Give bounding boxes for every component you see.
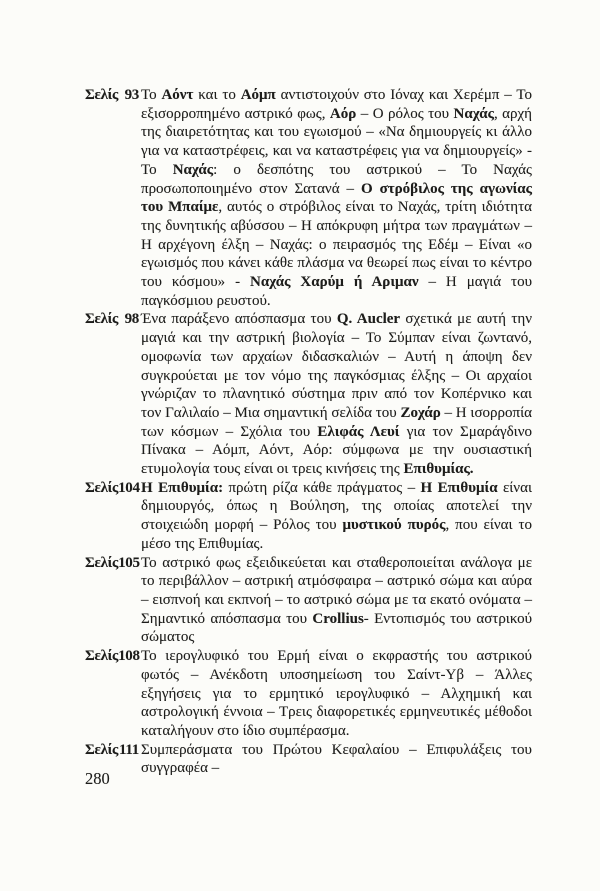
toc-entries [85,86,532,778]
entry-page-label [85,86,139,105]
entry-text-run: Το [141,87,162,103]
toc-entry [85,310,532,478]
entry-text-run: Το ιερογλυφικό του Ερμή είναι ο εκφραστής του αστρικού φωτός – Ανέκδοτη υποσημείωση του Σαίντ-Υβ – Άλλες εξηγήσεις για το ερμητικό ιερογλυφικό – Αλχημική και αστρολογική έννοια – Τρεις διαφορετικές ερμηνευτικές μέθοδοι καταλήγουν στο ίδιο συμπέρασμα. [141,648,532,739]
selis-word: Σελίς [85,87,119,103]
entry-text-bold-run: Επιθυμίας. [403,461,474,478]
entry-text-run: αντιστοιχούν στο Ιόναχ και Χερέμπ – Το εξισορροπημένο αστρικό φως, [141,87,532,122]
entry-text-bold-run: Αόρ [329,105,357,122]
entry-text-run: – Ο ρόλος του [356,105,454,122]
entry-text [141,311,532,477]
entry-page-number: 98 [124,311,139,328]
entry-text-bold-run: Ο στρόβιλος της αγωνίας του Μπαίμε [141,180,532,216]
entry-text-run: - Εντοπισμός του αστρικού σώματος [141,610,532,646]
entry-text [141,480,532,552]
entry-text-run: , που είναι το μέσο της Επιθυμίας. [141,517,532,552]
entry-text-bold-run: Αόντ [161,87,194,103]
entry-page-label [85,479,139,498]
selis-word: Σελίς [85,311,119,328]
entry-text-bold-run: Η Επιθυμία: [141,479,224,496]
entry-page-number: 104 [118,479,140,496]
entry-text [141,87,532,309]
toc-entry [85,554,532,648]
footer-page-number: 280 [85,769,110,788]
entry-text-bold-run: Ναχάς [453,105,494,122]
entry-text-bold-run: Η Επιθυμία [420,479,498,496]
entry-page-label [85,554,139,573]
entry-text-run: σχετικά με αυτή την μαγιά και την αστρική βιολογία – Το Σύμπαν είναι ζωντανό, ομοφωνία των αρχαίων διδασκαλιών – Αυτή η άποψη δεν συγκρούεται με τον νόμο της παγκόσμιας έλξης – Οι αρχαίοι γνώριζαν το πλανητικό σύστημα πριν από τον Κοπέρνικο και τον Γαλιλαίο – Μια σημαντική σελίδα του [141,311,532,421]
entry-text-run: Το αστρικό φως εξειδικεύεται και σταθεροποιείται ανάλογα με το περιβάλλον – αστρική ατμόσφαιρα – αστρικό σώμα και αύρα – εισπνοή και εκπνοή – το αστρικό σώμα με τα εκατό ονόματα – Σημαντικό απόσπασμα του [141,554,532,627]
selis-word: Σελίς [85,479,119,496]
entry-text-bold-run: Q. Aucler [336,311,401,328]
entry-text-bold-run: Αόμπ [240,87,276,103]
entry-text-bold-run: μυστικού πυρός [342,517,446,534]
entry-page-label [85,310,139,329]
entry-text-bold-run: Ελιφάς Λευί [317,423,400,440]
entry-text-run: Ένα παράξενο απόσπασμα του [141,311,337,328]
selis-word: Σελίς [85,741,119,758]
toc-entry [85,86,532,310]
entry-page-number: 93 [124,87,139,103]
entry-text-run: – Η ισορροπία των κόσμων – Σχόλια του [141,404,532,440]
toc-entry [85,741,532,778]
entry-text [141,648,532,739]
entry-page-label [85,741,139,760]
entry-text [141,555,532,646]
entry-text-bold-run: Ναχάς [172,161,214,178]
selis-word: Σελίς [85,554,119,571]
entry-page-number: 111 [119,741,139,758]
entry-text-run: – Η μαγιά του παγκόσμιου ρευστού. [141,274,533,309]
entry-text-run: είναι δημιουργός, όπως η Βούληση, της οποίας αποτελεί την στοιχειώδη μορφή – Ρόλος του [141,479,532,534]
entry-text-run: πρώτη ρίζα κάθε πράγματος – [223,479,421,496]
entry-page-number: 108 [118,648,140,665]
entry-text-bold-run: Ναχάς Χαρύμ ή Αριμαν [250,274,419,291]
toc-entry [85,647,532,741]
toc-entry [85,479,532,554]
entry-text-bold-run: Crollius [312,610,364,627]
entry-text-run: : ο δεσπότης του αστρικού – Το Ναχάς προσωποποιημένο στον Σατανά – [141,161,532,197]
entry-page-number: 105 [118,554,140,571]
entry-text-bold-run: Ζοχάρ [400,404,441,421]
entry-text-run: για τον Σμαράγδινο Πίνακα – Αόμπ, Αόντ, Αόρ: σύμφωνα με την ουσιαστική ετυμολογία τους είναι οι τρεις κινήσεις της [141,423,532,478]
entry-text-run: , αρχή της διαιρετότητας και του εγωισμού – «Να δημιουργείς κι άλλο για να καταστρέφεις, και να καταστρέφεις για να δημιουργείς» - Το [141,105,532,178]
entry-text-run: , αυτός ο στρόβιλος είναι το Ναχάς, τρίτη ιδιότητα της δυνητικής αβύσσου – Η απόκρυφη μήτρα των πραγμάτων – Η αρχέγονη έλξη – Ναχάς: ο πειρασμός της Εδέμ – Είναι «ο εγωισμός που κάνει κάθε πλάσμα να θεωρεί πως είναι το κέντρο του κόσμου» - [141,199,532,291]
entry-text-run: Συμπεράσματα του Πρώτου Κεφαλαίου – Επιφυλάξεις του συγγραφέα – [141,741,532,777]
entry-page-label [85,647,139,666]
entry-text [141,742,532,777]
selis-word: Σελίς [85,648,119,665]
entry-text-run: και το [193,87,241,103]
